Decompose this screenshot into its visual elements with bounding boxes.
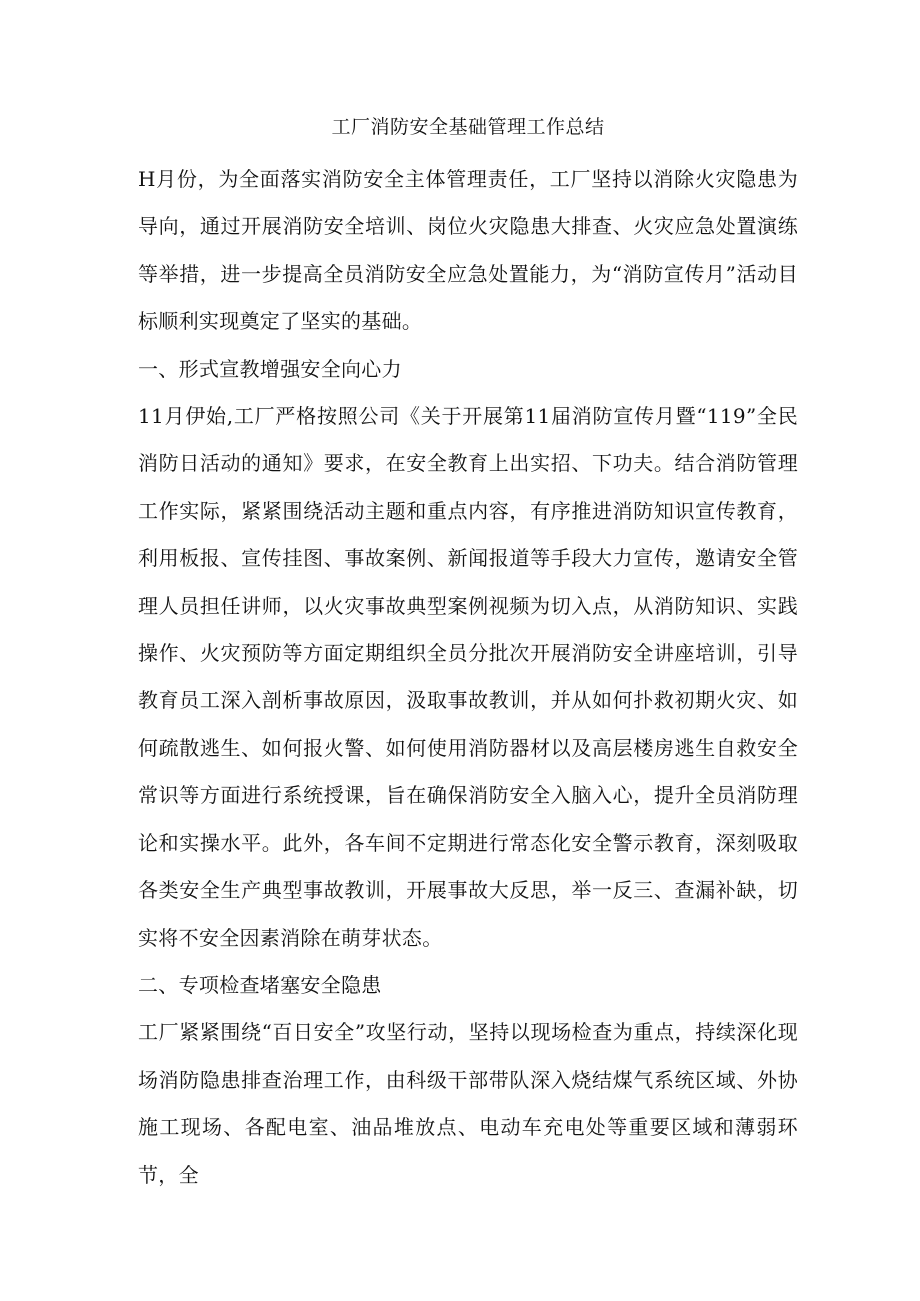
section-1-body: 11月伊始,工厂严格按照公司《关于开展第11届消防宣传月暨“119”全民消防日活动的通知》要求，在安全教育上出实招、下功夫。结合消防管理工作实际，紧紧围绕活动主题和重点内容，有序推进消防知识宣传教育，利用板报、宣传挂图、事故案例、新闻报道等手段大力宣传，邀请安全管理人员担任讲师，以火灾事故典型案例视频为切入点，从消防知识、实践操作、火灾预防等方面定期组织全员分批次开展消防安全讲座培训，引导教育员工深入剖析事故原因，汲取事故教训，并从如何扑救初期火灾、如何疏散逃生、如何报火警、如何使用消防器材以及高层楼房逃生自救安全常识等方面进行系统授课，旨在确保消防安全入脑入心，提升全员消防理论和实操水平。此外，各车间不定期进行常态化安全警示教育，深刻吸取各类安全生产典型事故教训，开展事故大反思，举一反三、查漏补缺，切实将不安全因素消除在萌芽状态。: [138, 404, 798, 950]
intro-paragraph: H月份，为全面落实消防安全主体管理责任，工厂坚持以消除火灾隐患为导向，通过开展消防安全培训、岗位火灾隐患大排查、火灾应急处置演练等举措，进一步提高全员消防安全应急处置能力，为“消防宣传月”活动目标顺利实现奠定了坚实的基础。: [138, 167, 798, 334]
section-2-body: 工厂紧紧围绕“百日安全”攻坚行动，坚持以现场检查为重点，持续深化现场消防隐患排查治理工作，由科级干部带队深入烧结煤气系统区域、外协施工现场、各配电室、油品堆放点、电动车充电处等重要区域和薄弱环节，全: [138, 1020, 798, 1187]
section-1-heading: 一、形式宣教增强安全向心力: [138, 356, 402, 381]
section-2-heading: 二、专项检查堵塞安全隐患: [138, 972, 382, 997]
document-title: 工厂消防安全基础管理工作总结: [331, 116, 605, 138]
document-page: [138, 112, 798, 1199]
